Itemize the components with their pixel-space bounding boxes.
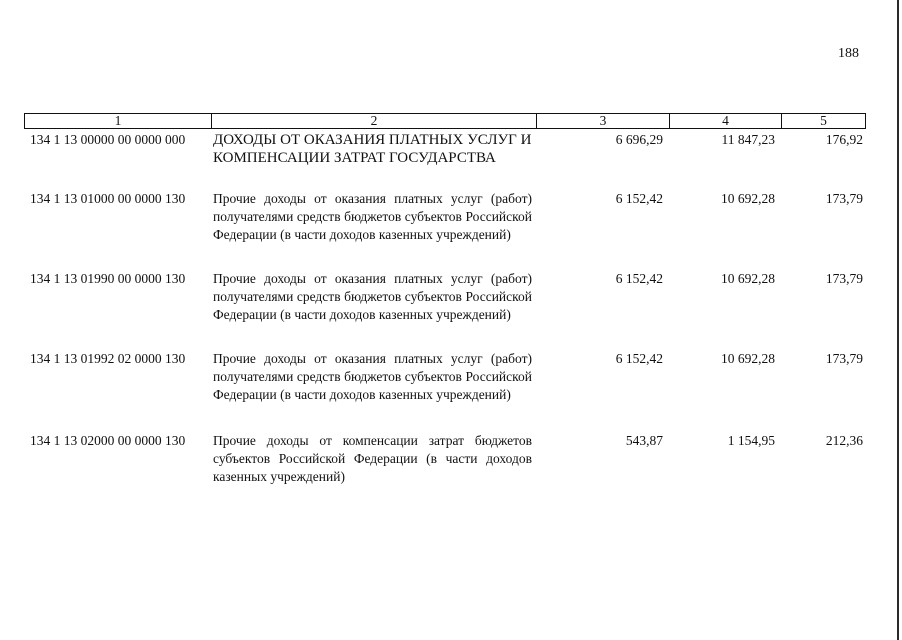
row-col5-value: 173,79: [825, 191, 863, 206]
row-code: 134 1 13 01990 00 0000 130: [30, 271, 186, 286]
row-code: 134 1 13 02000 00 0000 130: [30, 433, 186, 448]
row-col4-value: 10 692,28: [721, 191, 775, 206]
row-name: Прочие доходы от оказания платных услуг (работ) получателями средств бюджетов субъектов Российской Федерации (в части доходов казенных учреждений): [213, 271, 532, 322]
page-edge-line: [897, 0, 899, 640]
header-col-4: 4: [669, 114, 781, 128]
row-col4-value: 1 154,95: [727, 433, 775, 448]
header-col-2: 2: [211, 114, 536, 128]
row-code: 134 1 13 01992 02 0000 130: [30, 351, 186, 366]
row-name: Прочие доходы от оказания платных услуг (работ) получателями средств бюджетов субъектов Российской Федерации (в части доходов казенных учреждений): [213, 191, 532, 242]
row-col5-value: 173,79: [825, 351, 863, 366]
row-col3-value: 6 152,42: [615, 271, 663, 286]
row-col3-value: 6 152,42: [615, 351, 663, 366]
row-name: ДОХОДЫ ОТ ОКАЗАНИЯ ПЛАТНЫХ УСЛУГ И КОМПЕНСАЦИИ ЗАТРАТ ГОСУДАРСТВА: [213, 132, 532, 166]
row-col3-value: 6 152,42: [615, 191, 663, 206]
page-number: 188: [838, 46, 859, 61]
row-name: Прочие доходы от оказания платных услуг (работ) получателями средств бюджетов субъектов Российской Федерации (в части доходов казенных учреждений): [213, 351, 532, 402]
row-col5-value: 176,92: [825, 132, 863, 147]
row-col5-value: 212,36: [825, 433, 863, 448]
header-col-5: 5: [781, 114, 865, 128]
row-code: 134 1 13 00000 00 0000 000: [30, 132, 186, 147]
header-col-3: 3: [536, 114, 669, 128]
row-col4-value: 10 692,28: [721, 271, 775, 286]
row-col5-value: 173,79: [825, 271, 863, 286]
row-col3-value: 543,87: [625, 433, 663, 448]
row-col3-value: 6 696,29: [615, 132, 663, 147]
row-col4-value: 10 692,28: [721, 351, 775, 366]
header-col-1: 1: [114, 113, 122, 128]
row-col4-value: 11 847,23: [721, 132, 775, 147]
table-header: [24, 113, 866, 129]
row-code: 134 1 13 01000 00 0000 130: [30, 191, 186, 206]
row-name: Прочие доходы от компенсации затрат бюджетов субъектов Российской Федерации (в части доходов казенных учреждений): [213, 433, 532, 484]
